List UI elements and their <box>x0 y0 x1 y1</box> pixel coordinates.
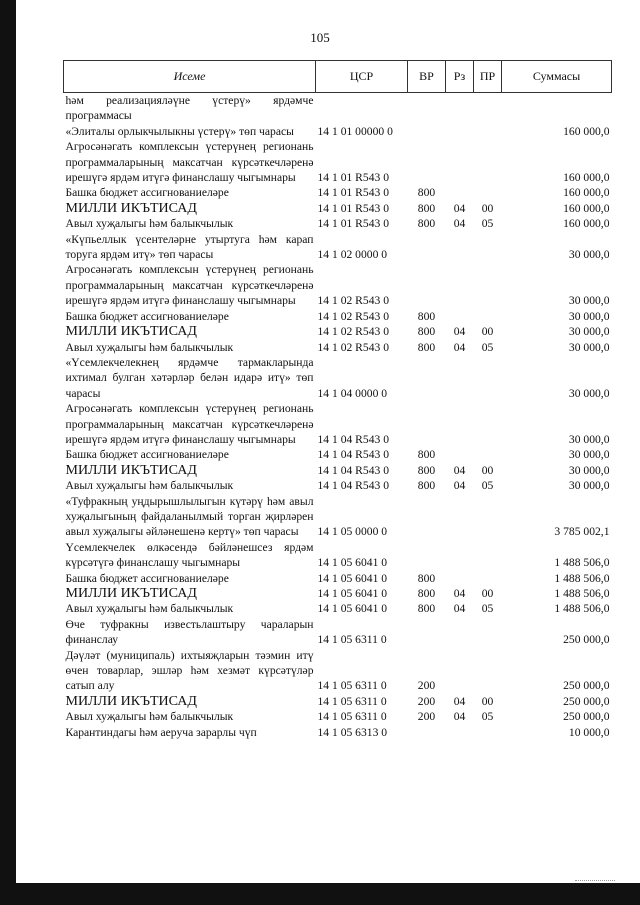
table-row <box>64 694 612 709</box>
cell-sum: 3 785 002,1 <box>554 525 610 539</box>
cell-pr <box>474 725 502 740</box>
cell-name: МИЛЛИ ИКЪТИСАД <box>65 462 197 478</box>
cell-csr: 14 1 01 R543 0 <box>317 217 389 231</box>
cell-csr: 14 1 01 R543 0 <box>317 201 389 215</box>
cell-rz <box>446 494 474 540</box>
table-row <box>64 494 612 540</box>
table-row <box>64 447 612 462</box>
cell-csr: 14 1 01 R543 0 <box>317 186 389 200</box>
cell-pr: 00 <box>481 325 494 339</box>
table-row <box>64 201 612 216</box>
cell-pr <box>474 124 502 139</box>
cell-vr: 800 <box>417 217 436 231</box>
cell-vr: 800 <box>417 479 436 493</box>
header-vr: ВР <box>408 61 446 93</box>
cell-sum: 30 000,0 <box>568 325 610 339</box>
cell-csr: 14 1 04 R543 0 <box>317 432 389 446</box>
table-body <box>64 93 612 741</box>
cell-rz <box>446 139 474 185</box>
header-name: Исеме <box>64 61 316 93</box>
cell-sum: 30 000,0 <box>568 463 610 477</box>
cell-vr <box>408 401 446 447</box>
cell-pr <box>474 617 502 648</box>
table-row <box>64 232 612 263</box>
cell-csr: 14 1 02 R543 0 <box>317 294 389 308</box>
cell-rz: 04 <box>453 710 466 724</box>
cell-name: Дәүләт (муниципаль) ихтыяҗларын тәэмин итү өчен товарлар, эшләр һәм хезмәт күрсәтүләр сатып алу <box>65 648 314 693</box>
cell-rz: 04 <box>453 325 466 339</box>
cell-vr: 800 <box>417 201 436 215</box>
cell-vr <box>408 540 446 571</box>
cell-name: МИЛЛИ ИКЪТИСАД <box>65 200 197 216</box>
cell-pr: 05 <box>481 710 494 724</box>
header-sum: Суммасы <box>502 61 612 93</box>
cell-rz <box>446 124 474 139</box>
cell-csr: 14 1 05 6041 0 <box>317 587 388 600</box>
header-pr: ПР <box>474 61 502 93</box>
scan-border-bottom <box>16 883 640 905</box>
cell-pr <box>474 93 502 124</box>
cell-rz <box>446 309 474 324</box>
cell-name: Агросәнәгать комплексын үстерүнең регионань программаларының максатчан күрсәткечләренә ирешүгә ярдәм итүгә финанслашу чыгымнары <box>65 263 314 308</box>
cell-sum: 30 000,0 <box>568 386 610 400</box>
cell-rz <box>446 185 474 200</box>
cell-name: Карантиндагы һәм аеруча зарарлы чүп <box>65 725 257 739</box>
cell-csr: 14 1 05 6041 0 <box>317 556 388 570</box>
cell-csr: 14 1 05 6311 0 <box>317 694 387 708</box>
cell-name: «Туфракның уңдырышлылыгын күтәрү һәм авыл хуҗалыгының файдаланылмый торган җирләрен авыл хуҗалыгы әйләнешенә кертү» төп чарасы <box>65 494 314 539</box>
cell-pr <box>474 494 502 540</box>
cell-csr: 14 1 04 R543 0 <box>317 479 389 493</box>
cell-sum: 30 000,0 <box>568 432 610 446</box>
table-row <box>64 709 612 724</box>
cell-sum: 1 488 506,0 <box>554 556 610 570</box>
table-row <box>64 540 612 571</box>
cell-sum: 30 000,0 <box>568 340 610 354</box>
cell-pr: 05 <box>481 479 494 493</box>
cell-vr <box>408 124 446 139</box>
cell-rz <box>446 447 474 462</box>
cell-rz <box>446 571 474 586</box>
cell-vr: 800 <box>417 340 436 354</box>
cell-vr <box>408 494 446 540</box>
cell-name: Башка бюджет ассигнованиеләре <box>65 186 229 200</box>
header-csr: ЦСР <box>316 61 408 93</box>
cell-csr: 14 1 02 R543 0 <box>317 340 389 354</box>
table-row <box>64 401 612 447</box>
cell-pr: 00 <box>481 587 494 600</box>
cell-pr <box>474 185 502 200</box>
cell-pr: 00 <box>481 201 494 215</box>
cell-name: Авыл хуҗалыгы һәм балыкчылык <box>65 340 234 354</box>
cell-csr: 14 1 05 6041 0 <box>317 602 388 616</box>
cell-rz <box>446 648 474 694</box>
cell-vr <box>408 617 446 648</box>
cell-pr <box>474 648 502 694</box>
cell-name: «Элиталы орлыкчылыкны үстерү» төп чарасы <box>65 124 294 138</box>
table-row <box>64 478 612 493</box>
cell-sum: 30 000,0 <box>568 309 610 323</box>
cell-sum: 10 000,0 <box>568 725 610 739</box>
scan-border-left <box>0 0 16 905</box>
cell-name: «Үсемлекчелекнең ярдәмче тармакларында ихтимал булган хәтәрләр белән идарә итү» төп чарасы <box>65 355 314 400</box>
pencil-mark <box>575 880 615 882</box>
cell-vr: 800 <box>417 325 436 339</box>
cell-rz: 04 <box>453 602 466 616</box>
cell-csr: 14 1 05 6311 0 <box>317 710 387 724</box>
cell-vr: 800 <box>417 186 436 200</box>
table-row <box>64 355 612 401</box>
cell-sum: 160 000,0 <box>563 217 610 231</box>
cell-name: Авыл хуҗалыгы һәм балыкчылык <box>65 479 234 493</box>
table-header <box>64 61 612 93</box>
cell-rz: 04 <box>453 694 466 708</box>
cell-pr <box>474 262 502 308</box>
table-row <box>64 309 612 324</box>
cell-csr: 14 1 02 R543 0 <box>317 309 389 323</box>
cell-rz: 04 <box>453 587 466 600</box>
cell-vr <box>408 262 446 308</box>
cell-vr <box>408 93 446 124</box>
cell-pr <box>474 571 502 586</box>
cell-name: Авыл хуҗалыгы һәм балыкчылык <box>65 602 234 616</box>
header-rz: Рз <box>446 61 474 93</box>
cell-rz <box>446 232 474 263</box>
cell-sum: 160 000,0 <box>563 171 610 185</box>
cell-vr: 800 <box>417 309 436 323</box>
cell-csr: 14 1 02 R543 0 <box>317 325 389 339</box>
cell-rz: 04 <box>453 217 466 231</box>
cell-name: Өче туфракны известьлаштыру чараларын финанслау <box>65 617 314 647</box>
cell-sum: 160 000,0 <box>563 124 610 138</box>
cell-sum: 30 000,0 <box>568 294 610 308</box>
cell-sum: 250 000,0 <box>563 694 610 708</box>
cell-sum: 250 000,0 <box>563 633 610 647</box>
table-row <box>64 586 612 601</box>
cell-name: Башка бюджет ассигнованиеләре <box>65 309 229 323</box>
cell-vr <box>408 139 446 185</box>
cell-csr: 14 1 04 0000 0 <box>317 386 388 400</box>
cell-name: Башка бюджет ассигнованиеләре <box>65 571 229 585</box>
cell-name: Башка бюджет ассигнованиеләре <box>65 448 229 462</box>
cell-csr: 14 1 01 R543 0 <box>317 171 389 185</box>
cell-vr <box>408 232 446 263</box>
cell-sum: 1 488 506,0 <box>554 587 610 600</box>
cell-name: Агросәнәгать комплексын үстерүнең регионань программаларының максатчан күрсәткечләренә ирешүгә ярдәм итүгә финанслашу чыгымнары <box>65 140 314 185</box>
cell-sum <box>502 93 612 124</box>
cell-vr: 800 <box>417 602 436 616</box>
table-row <box>64 648 612 694</box>
cell-csr: 14 1 04 R543 0 <box>317 463 389 477</box>
cell-name: һәм реализацияләүне үстерү» ярдәмче программасы <box>65 94 314 123</box>
cell-rz: 04 <box>453 201 466 215</box>
cell-vr <box>408 725 446 740</box>
cell-rz <box>446 355 474 401</box>
cell-vr: 800 <box>417 587 436 600</box>
cell-name: Үсемлекчелек өлкәсендә бәйләнешсез ярдәм күрсәтүгә финанслашу чыгымнары <box>65 540 314 570</box>
cell-name: Агросәнәгать комплексын үстерүнең регионань программаларының максатчан күрсәткечләренә ирешүгә ярдәм итүгә финанслашу чыгымнары <box>65 402 314 446</box>
table-row <box>64 463 612 478</box>
cell-vr: 200 <box>417 694 436 708</box>
cell-vr: 800 <box>417 571 436 585</box>
cell-sum: 250 000,0 <box>563 710 610 724</box>
cell-vr: 200 <box>417 679 436 693</box>
cell-pr <box>474 309 502 324</box>
cell-pr: 05 <box>481 602 494 616</box>
cell-vr: 800 <box>417 463 436 477</box>
cell-rz: 04 <box>453 463 466 477</box>
cell-rz <box>446 725 474 740</box>
cell-pr <box>474 540 502 571</box>
cell-csr: 14 1 04 R543 0 <box>317 448 389 462</box>
cell-csr: 14 1 01 00000 0 <box>317 124 393 138</box>
cell-rz <box>446 262 474 308</box>
cell-name: «Күпьеллык үсентеләрне утыртуга һәм карап торуга ярдәм итү» төп чарасы <box>65 232 314 262</box>
cell-sum: 30 000,0 <box>568 248 610 262</box>
cell-csr: 14 1 05 6313 0 <box>317 725 388 739</box>
budget-table <box>63 60 612 740</box>
cell-rz <box>446 401 474 447</box>
table-row <box>64 124 612 139</box>
table-row <box>64 340 612 355</box>
table-row <box>64 93 612 124</box>
table-row <box>64 571 612 586</box>
cell-pr: 05 <box>481 340 494 354</box>
cell-rz <box>446 93 474 124</box>
page-number: 105 <box>310 30 330 45</box>
cell-sum: 30 000,0 <box>568 448 610 462</box>
table-row <box>64 139 612 185</box>
cell-csr: 14 1 05 6041 0 <box>317 571 388 585</box>
table-row <box>64 601 612 616</box>
cell-sum: 1 488 506,0 <box>554 602 610 616</box>
cell-name: МИЛЛИ ИКЪТИСАД <box>65 693 197 709</box>
table-row <box>64 324 612 339</box>
cell-pr: 05 <box>481 217 494 231</box>
cell-pr <box>474 355 502 401</box>
cell-sum: 30 000,0 <box>568 479 610 493</box>
cell-name: Авыл хуҗалыгы һәм балыкчылык <box>65 710 234 724</box>
cell-csr: 14 1 05 6311 0 <box>317 679 387 693</box>
cell-pr: 00 <box>481 463 494 477</box>
cell-pr <box>474 139 502 185</box>
cell-vr: 200 <box>417 710 436 724</box>
cell-vr: 800 <box>417 448 436 462</box>
cell-vr <box>408 355 446 401</box>
cell-sum: 160 000,0 <box>563 201 610 215</box>
cell-name: Авыл хуҗалыгы һәм балыкчылык <box>65 217 234 231</box>
cell-csr: 14 1 02 0000 0 <box>317 248 388 262</box>
cell-rz <box>446 540 474 571</box>
cell-sum: 160 000,0 <box>563 186 610 200</box>
table-row <box>64 216 612 231</box>
cell-rz: 04 <box>453 340 466 354</box>
cell-csr: 14 1 05 6311 0 <box>317 633 387 647</box>
cell-pr: 00 <box>481 694 494 708</box>
table-row <box>64 617 612 648</box>
cell-sum: 250 000,0 <box>563 679 610 693</box>
cell-sum: 1 488 506,0 <box>554 571 610 585</box>
cell-csr <box>316 93 408 124</box>
cell-name: МИЛЛИ ИКЪТИСАД <box>65 586 197 601</box>
cell-pr <box>474 232 502 263</box>
cell-pr <box>474 447 502 462</box>
table-row <box>64 725 612 740</box>
cell-rz: 04 <box>453 479 466 493</box>
table-row <box>64 262 612 308</box>
table-row <box>64 185 612 200</box>
cell-pr <box>474 401 502 447</box>
cell-name: МИЛЛИ ИКЪТИСАД <box>65 324 197 340</box>
cell-csr: 14 1 05 0000 0 <box>317 525 388 539</box>
cell-rz <box>446 617 474 648</box>
